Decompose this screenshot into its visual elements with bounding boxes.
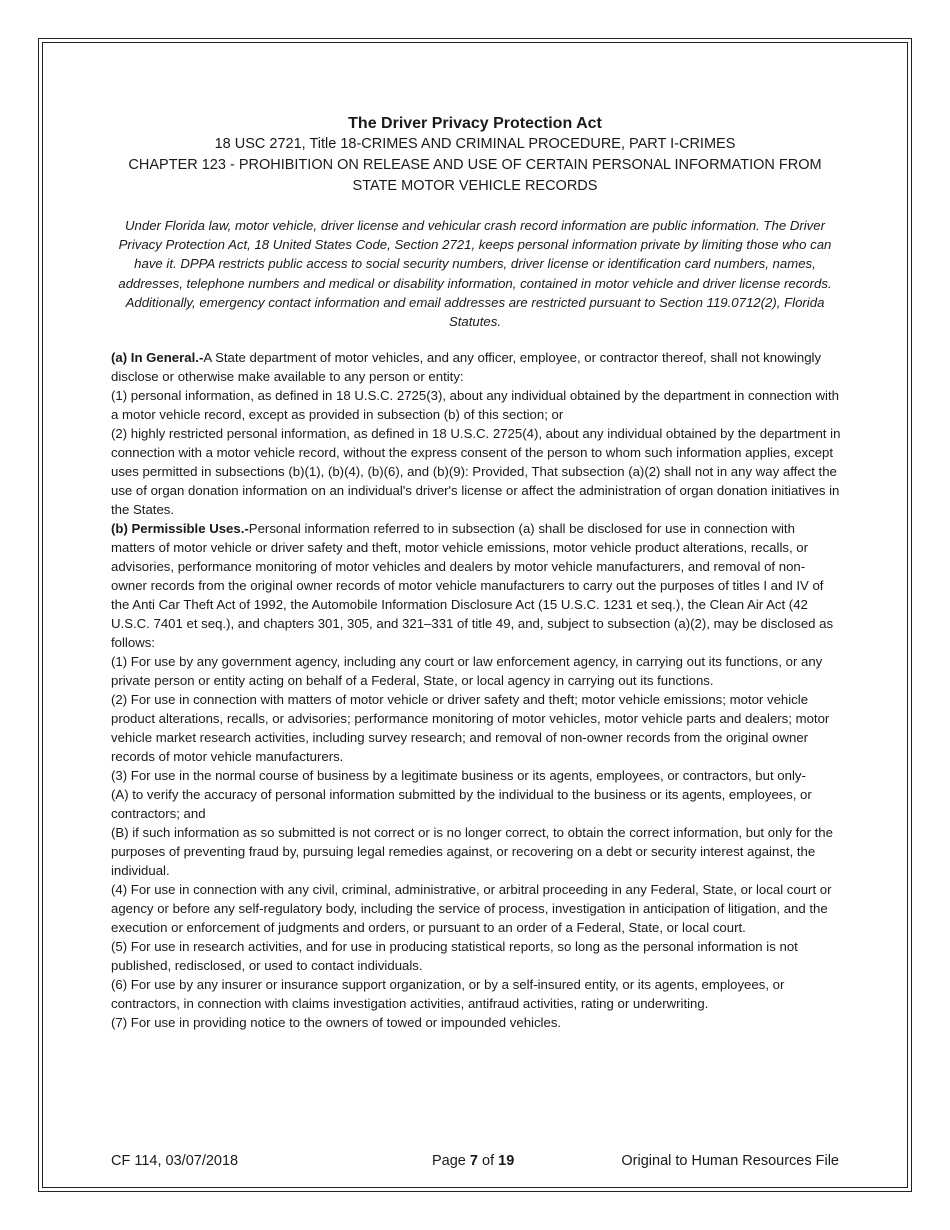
page-number: 7 <box>469 1153 478 1169</box>
section-b-item: (7) For use in providing notice to the owners of towed or impounded vehicles. <box>111 1015 562 1030</box>
page-total: 19 <box>498 1153 515 1169</box>
section-b-item: (B) if such information as so submitted is not correct or is no longer correct, to obtain the correct information, but only for the purposes of preventing fraud by, pursuing legal remedies against, or recovering on a debt or security interest against, the individual. <box>111 825 833 878</box>
section-b-item: (A) to verify the accuracy of personal information submitted by the individual to the business or its agents, employees, or contractors; and <box>111 787 812 821</box>
section-b-item: (4) For use in connection with any civil, criminal, administrative, or arbitral proceeding in any Federal, State, or local court or agency or before any self-regulatory body, including the service of process, investigation in anticipation of litigation, and the execution or enforcement of judgments and orders, or pursuant to an order of a Federal, State, or local court. <box>111 882 832 935</box>
statute-citation: 18 USC 2721, Title 18-CRIMES AND CRIMINAL PROCEDURE, PART I-CRIMES <box>214 136 736 152</box>
section-b-item: (5) For use in research activities, and for use in producing statistical reports, so long as the personal information is not published, redisclosed, or used to contact individuals. <box>111 939 798 973</box>
section-b-item: (6) For use by any insurer or insurance support organization, or by a self-insured entity, or its agents, employees, or contractors, in connection with claims investigation activities, antifraud activities, rating or underwriting. <box>111 977 785 1011</box>
of-word: of <box>482 1153 495 1169</box>
section-a-text: A State department of motor vehicles, and any officer, employee, or contractor thereof, shall not knowingly disclose or otherwise make available to any person or entity: <box>111 350 822 384</box>
section-b-item: (3) For use in the normal course of business by a legitimate business or its agents, employees, or contractors, but only- <box>111 768 806 783</box>
page-indicator <box>432 1153 514 1169</box>
statute-body <box>111 348 841 1032</box>
routing-note: Original to Human Resources File <box>621 1153 839 1169</box>
intro-paragraph: Under Florida law, motor vehicle, driver license and vehicular crash record information are public information. The Driver Privacy Protection Act, 18 United States Code, Section 2721, keeps personal information private by limiting those who can have it. DPPA restricts public access to social security numbers, driver license or identification card numbers, names, addresses, telephone numbers and medical or disability information, contained in motor vehicle and driver license records. Additionally, emergency contact information and email addresses are restricted pursuant to Section 119.0712(2), Florida Statutes. <box>118 218 832 330</box>
page-footer <box>111 1153 839 1173</box>
form-identifier: CF 114, 03/07/2018 <box>111 1153 239 1169</box>
chapter-heading: CHAPTER 123 - PROHIBITION ON RELEASE AND USE OF CERTAIN PERSONAL INFORMATION FROM STATE MOTOR VEHICLE RECORDS <box>128 157 822 194</box>
section-b-item: (2) For use in connection with matters of motor vehicle or driver safety and theft; motor vehicle emissions; motor vehicle product alterations, recalls, or advisories; performance monitoring of motor vehicles, motor vehicle parts and dealers; motor vehicle market research activities, including survey research; and removal of non-owner records from the original owner records of motor vehicle manufacturers. <box>111 692 830 764</box>
section-b-heading: (b) Permissible Uses.- <box>111 521 249 536</box>
page-word: Page <box>432 1153 466 1169</box>
document-header <box>108 113 842 197</box>
section-b-text: Personal information referred to in subsection (a) shall be disclosed for use in connection with matters of motor vehicle or driver safety and theft, motor vehicle emissions, motor vehicle product alterations, recalls, or advisories, performance monitoring of motor vehicles and dealers by motor vehicle manufacturers, and removal of non-owner records from the original owner records of motor vehicle manufacturers to carry out the purposes of titles I and IV of the Anti Car Theft Act of 1992, the Automobile Information Disclosure Act (15 U.S.C. 1231 et seq.), the Clean Air Act (42 U.S.C. 7401 et seq.), and chapters 301, 305, and 321–331 of title 49, and, subject to subsection (a)(2), may be disclosed as follows: <box>111 521 834 650</box>
section-b-paragraph <box>111 519 841 652</box>
section-a-heading: (a) In General.- <box>111 350 204 365</box>
section-a-item: (2) highly restricted personal information, as defined in 18 U.S.C. 2725(4), about any individual obtained by the department in connection with a motor vehicle record, without the express consent of the person to whom such information applies, except uses permitted in subsections (b)(1), (b)(4), (b)(6), and (b)(9): Provided, That subsection (a)(2) shall not in any way affect the use of organ donation information on an individual's driver's license or affect the administration of organ donation initiatives in the States. <box>111 426 841 517</box>
section-a-item: (1) personal information, as defined in 18 U.S.C. 2725(3), about any individual obtained by the department in connection with a motor vehicle record, except as provided in subsection (b) of this section; or <box>111 388 839 422</box>
document-title: The Driver Privacy Protection Act <box>348 115 602 132</box>
section-b-item: (1) For use by any government agency, including any court or law enforcement agency, in carrying out its functions, or any private person or entity acting on behalf of a Federal, State, or local agency in carrying out its functions. <box>111 654 823 688</box>
section-a-paragraph <box>111 348 841 386</box>
